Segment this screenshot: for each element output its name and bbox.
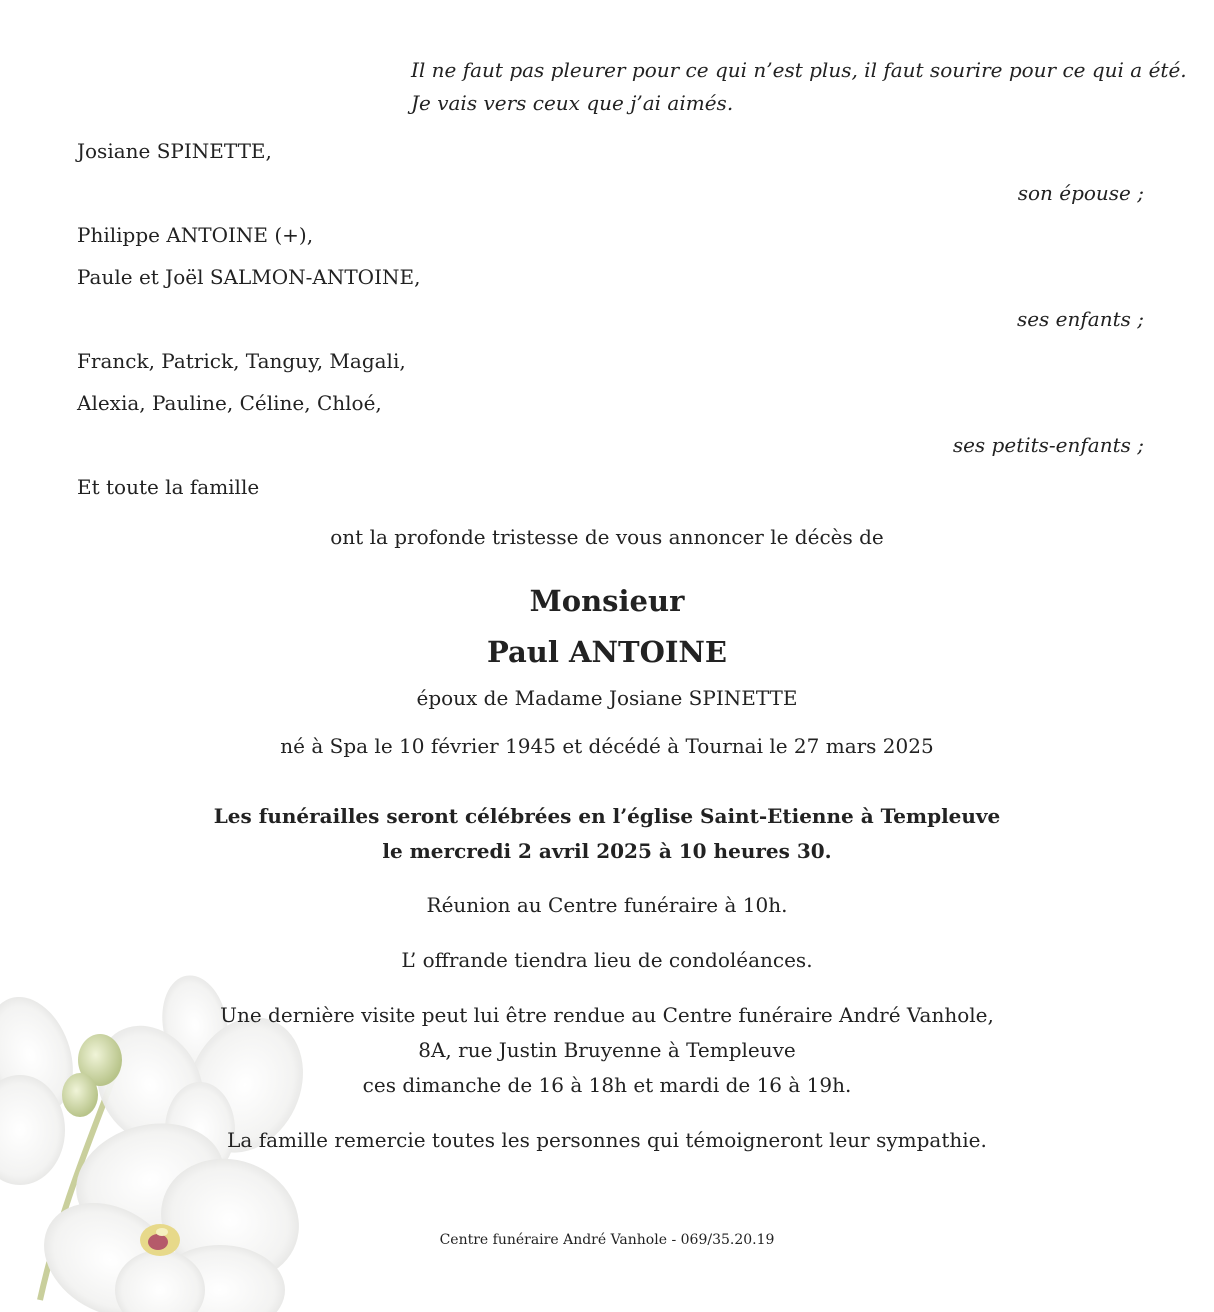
visit-line-1: Une dernière visite peut lui être rendue au Centre funéraire André Vanhole, — [220, 1003, 994, 1027]
grandchildren-line-2: Alexia, Pauline, Céline, Chloé, — [77, 391, 382, 415]
grandchildren-line-1: Franck, Patrick, Tanguy, Magali, — [77, 349, 406, 373]
grandchildren-role: ses petits-enfants ; — [952, 433, 1144, 457]
visit-line-3: ces dimanche de 16 à 18h et mardi de 16 à 19h. — [362, 1073, 852, 1097]
child-name-2: Paule et Joël SALMON-ANTOINE, — [77, 265, 421, 289]
meeting-text: Réunion au Centre funéraire à 10h. — [426, 893, 788, 917]
funeral-line-2: le mercredi 2 avril 2025 à 10 heures 30. — [382, 839, 832, 863]
spouse-role: son épouse ; — [1017, 181, 1144, 205]
deceased-name: Paul ANTOINE — [486, 635, 728, 669]
spouse-name: Josiane SPINETTE, — [77, 139, 272, 163]
children-role: ses enfants ; — [1016, 307, 1144, 331]
epigraph-line-1: Il ne faut pas pleurer pour ce qui n’est plus, il faut sourire pour ce qui a été. — [411, 58, 1187, 82]
child-name-1: Philippe ANTOINE (+), — [77, 223, 314, 247]
visit-line-2: 8A, rue Justin Bruyenne à Templeuve — [418, 1038, 796, 1062]
offering-text: L’ offrande tiendra lieu de condoléances. — [401, 948, 813, 972]
footer-contact: Centre funéraire André Vanhole - 069/35.20.19 — [439, 1232, 775, 1248]
deceased-spouse: époux de Madame Josiane SPINETTE — [416, 686, 798, 710]
funeral-line-1: Les funérailles seront célébrées en l’église Saint-Etienne à Templeuve — [213, 804, 1001, 828]
deceased-title: Monsieur — [529, 584, 685, 618]
thanks-text: La famille remercie toutes les personnes qui témoigneront leur sympathie. — [227, 1128, 987, 1152]
announcement-text: ont la profonde tristesse de vous annoncer le décès de — [330, 525, 884, 549]
deceased-dates: né à Spa le 10 février 1945 et décédé à Tournai le 27 mars 2025 — [280, 734, 934, 758]
rest-of-family: Et toute la famille — [77, 475, 260, 499]
epigraph-line-2: Je vais vers ceux que j’ai aimés. — [411, 91, 734, 115]
